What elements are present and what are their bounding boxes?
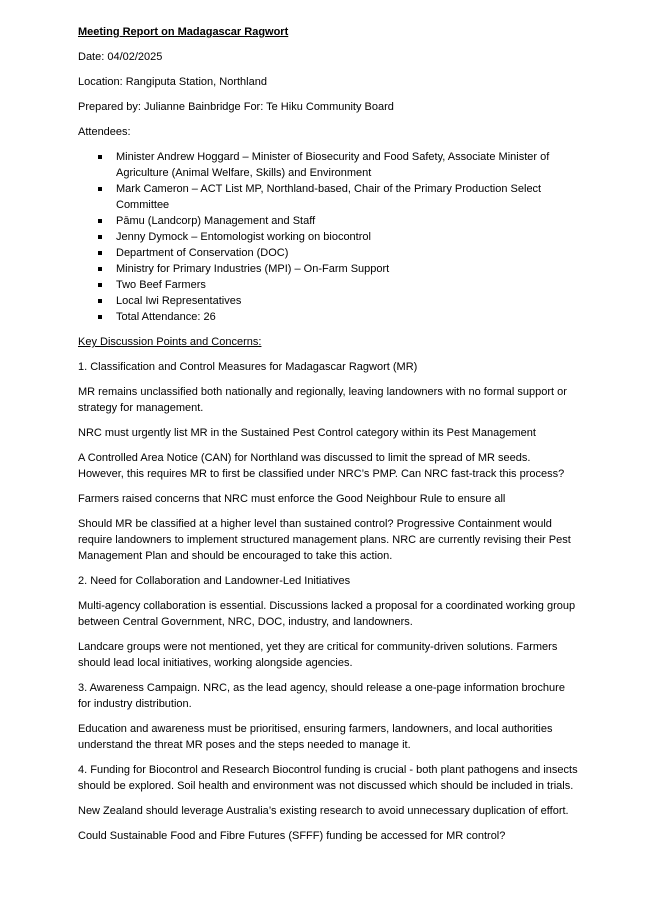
attendee-item [116,277,578,293]
body-paragraph: Education and awareness must be prioritised, ensuring farmers, landowners, and local authorities understand the threat MR poses and the steps needed to manage it. [78,723,553,751]
attendee-text: Local Iwi Representatives [116,295,242,307]
square-bullet-icon [98,251,102,255]
section-funding-biocontrol: 4. Funding for Biocontrol and Research Biocontrol funding is crucial - both plant pathogens and insects should be explored. Soil health and environment was not discussed which should be included in trials. [78,764,578,792]
attendee-item [116,245,578,261]
meeting-location: Location: Rangiputa Station, Northland [78,76,267,88]
square-bullet-icon [98,267,102,271]
square-bullet-icon [98,299,102,303]
section-heading-collaboration: 2. Need for Collaboration and Landowner-Led Initiatives [78,575,351,587]
attendee-item [116,149,578,181]
attendee-text: Total Attendance: 26 [116,311,216,323]
attendee-text: Department of Conservation (DOC) [116,247,289,259]
body-paragraph: Should MR be classified at a higher level than sustained control? Progressive Containment would require landowners to implement structured management plans. NRC are currently revising their Pest Management Plan and should be encouraged to take this action. [78,518,571,562]
body-paragraph: A Controlled Area Notice (CAN) for Northland was discussed to limit the spread of MR seeds. However, this requires MR to first be classified under NRC’s PMP. Can NRC fast-track this process? [78,452,565,480]
section-heading-classification: 1. Classification and Control Measures for Madagascar Ragwort (MR) [78,361,418,373]
attendee-item [116,293,578,309]
attendees-label: Attendees: [78,126,131,138]
attendee-text: Ministry for Primary Industries (MPI) – On-Farm Support [116,263,390,275]
prepared-by: Prepared by: Julianne Bainbridge For: Te Hiku Community Board [78,101,394,113]
meeting-date: Date: 04/02/2025 [78,51,163,63]
body-paragraph: Multi-agency collaboration is essential. Discussions lacked a proposal for a coordinated working group between Central Government, NRC, DOC, industry, and landowners. [78,600,576,628]
attendee-item [116,261,578,277]
attendee-item [116,309,578,325]
section-awareness-campaign: 3. Awareness Campaign. NRC, as the lead agency, should release a one-page information brochure for industry distribution. [78,682,565,710]
body-paragraph: New Zealand should leverage Australia’s existing research to avoid unnecessary duplication of effort. [78,805,569,817]
body-paragraph: NRC must urgently list MR in the Sustained Pest Control category within its Pest Management [78,427,536,439]
square-bullet-icon [98,283,102,287]
square-bullet-icon [98,219,102,223]
attendee-item [116,229,578,245]
square-bullet-icon [98,155,102,159]
square-bullet-icon [98,315,102,319]
attendee-text: Mark Cameron – ACT List MP, Northland-based, Chair of the Primary Production Select Committee [116,183,542,211]
attendee-text: Pāmu (Landcorp) Management and Staff [116,215,316,227]
document-title: Meeting Report on Madagascar Ragwort [78,26,289,38]
document-page [78,24,578,853]
square-bullet-icon [98,235,102,239]
attendee-item [116,181,578,213]
attendee-text: Minister Andrew Hoggard – Minister of Biosecurity and Food Safety, Associate Minister of Agriculture (Animal Welfare, Skills) and Environment [116,151,550,179]
square-bullet-icon [98,187,102,191]
attendee-item [116,213,578,229]
body-paragraph: Could Sustainable Food and Fibre Futures (SFFF) funding be accessed for MR control? [78,830,506,842]
body-paragraph: Farmers raised concerns that NRC must enforce the Good Neighbour Rule to ensure all [78,493,506,505]
body-paragraph: Landcare groups were not mentioned, yet they are critical for community-driven solutions. Farmers should lead local initiatives, working alongside agencies. [78,641,558,669]
attendees-list [78,149,578,325]
attendee-text: Jenny Dymock – Entomologist working on biocontrol [116,231,371,243]
key-points-heading: Key Discussion Points and Concerns: [78,336,262,348]
body-paragraph: MR remains unclassified both nationally and regionally, leaving landowners with no formal support or strategy for management. [78,386,567,414]
attendee-text: Two Beef Farmers [116,279,206,291]
